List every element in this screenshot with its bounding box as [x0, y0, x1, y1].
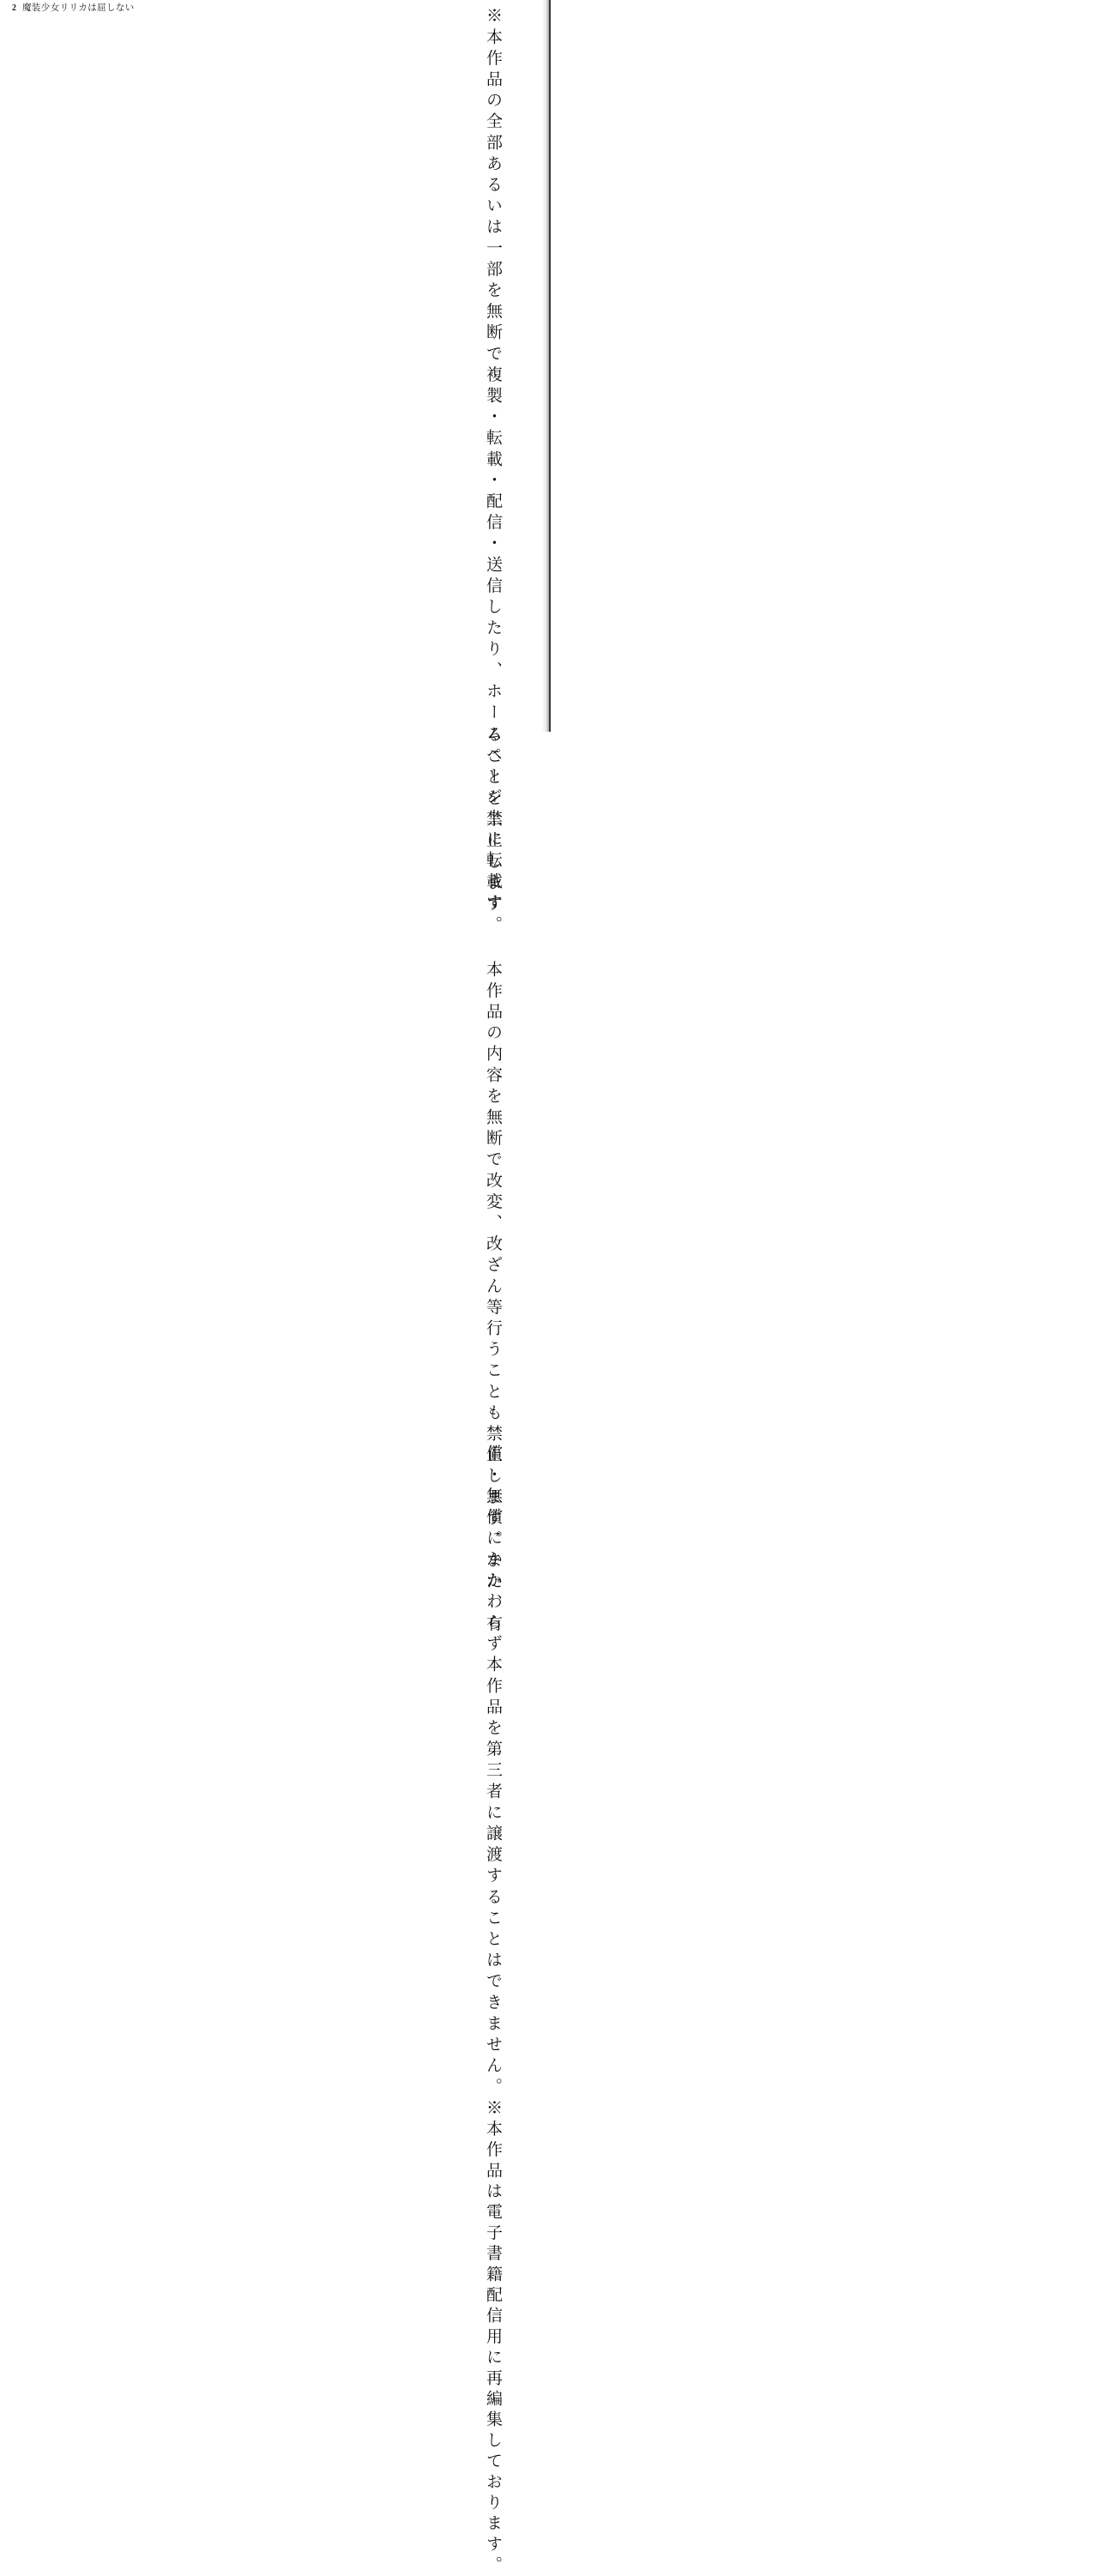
vertical-text-block	[468, 7, 503, 2576]
running-head-title: 魔装少女リリカは屈しない	[22, 3, 135, 13]
page-number: 2	[12, 3, 16, 13]
text-column: ※本作品は電子書籍配信用に再編集しております。	[484, 2098, 503, 2576]
text-column: 償・無償にかかわらず本作品を第三者に譲渡することはできません。	[484, 1445, 503, 2099]
text-column: ることを禁止します。 本作品の内容を無断で改変、改ざん等行うことも禁止します。また、有	[484, 726, 503, 1636]
text-column: ※本作品の全部あるいは一部を無断で複製・転載・配信・送信したり、ホームページ上に転載す	[484, 7, 503, 914]
running-header	[12, 1, 135, 14]
right-page	[551, 0, 1098, 732]
